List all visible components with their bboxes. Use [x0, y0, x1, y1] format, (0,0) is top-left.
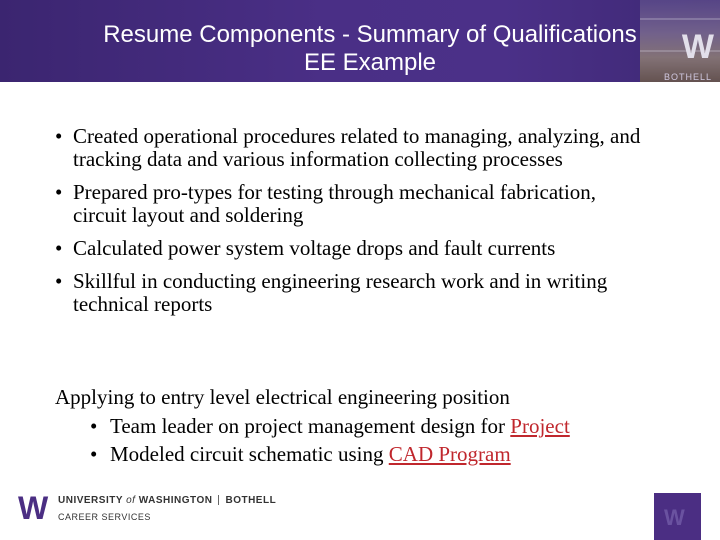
list-item — [52, 237, 652, 260]
uw-w-icon: W — [18, 490, 47, 526]
university-name: UNIVERSITY of WASHINGTON BOTHELL — [58, 495, 277, 506]
sub-bullet-text: Modeled circuit schematic using — [110, 442, 389, 466]
bullet-icon: • — [55, 124, 63, 148]
sub-bullet-text: Team leader on project management design for — [110, 414, 511, 438]
slide-header — [0, 0, 720, 82]
bullet-icon: • — [55, 180, 63, 204]
position-list — [90, 412, 690, 468]
bullet-text: Skillful in conducting engineering research work and in writing technical reports — [73, 269, 608, 316]
list-item — [90, 412, 690, 440]
title-line-1: Resume Components - Summary of Qualifications — [103, 21, 637, 48]
w-logo-mark: W — [681, 28, 714, 66]
bullet-text: Calculated power system voltage drops and fault currents — [73, 236, 556, 260]
qualifications-list — [52, 125, 652, 326]
list-item — [90, 440, 690, 468]
list-item — [52, 181, 652, 227]
applying-heading: Applying to entry level electrical engineering position — [55, 385, 510, 409]
slide-title — [0, 21, 720, 77]
corner-w-icon: W — [654, 493, 701, 540]
uw-bothell-logo — [18, 492, 318, 532]
career-services-label: CAREER SERVICES — [58, 512, 151, 522]
bullet-icon: • — [55, 269, 63, 293]
header-bothell-text: BOTHELL — [663, 72, 712, 82]
bullet-text: Created operational procedures related to managing, analyzing, and tracking data and various information collecting processes — [73, 124, 641, 171]
bullet-icon: • — [90, 442, 98, 466]
list-item — [52, 270, 652, 316]
bullet-icon: • — [90, 414, 98, 438]
bullet-icon: • — [55, 236, 63, 260]
bullet-text: Prepared pro-types for testing through mechanical fabrication, circuit layout and soldering — [73, 180, 597, 227]
project-link[interactable]: Project — [510, 414, 570, 438]
title-line-2: EE Example — [303, 49, 437, 76]
list-item — [52, 125, 652, 171]
cad-program-link[interactable]: CAD Program — [388, 442, 511, 466]
